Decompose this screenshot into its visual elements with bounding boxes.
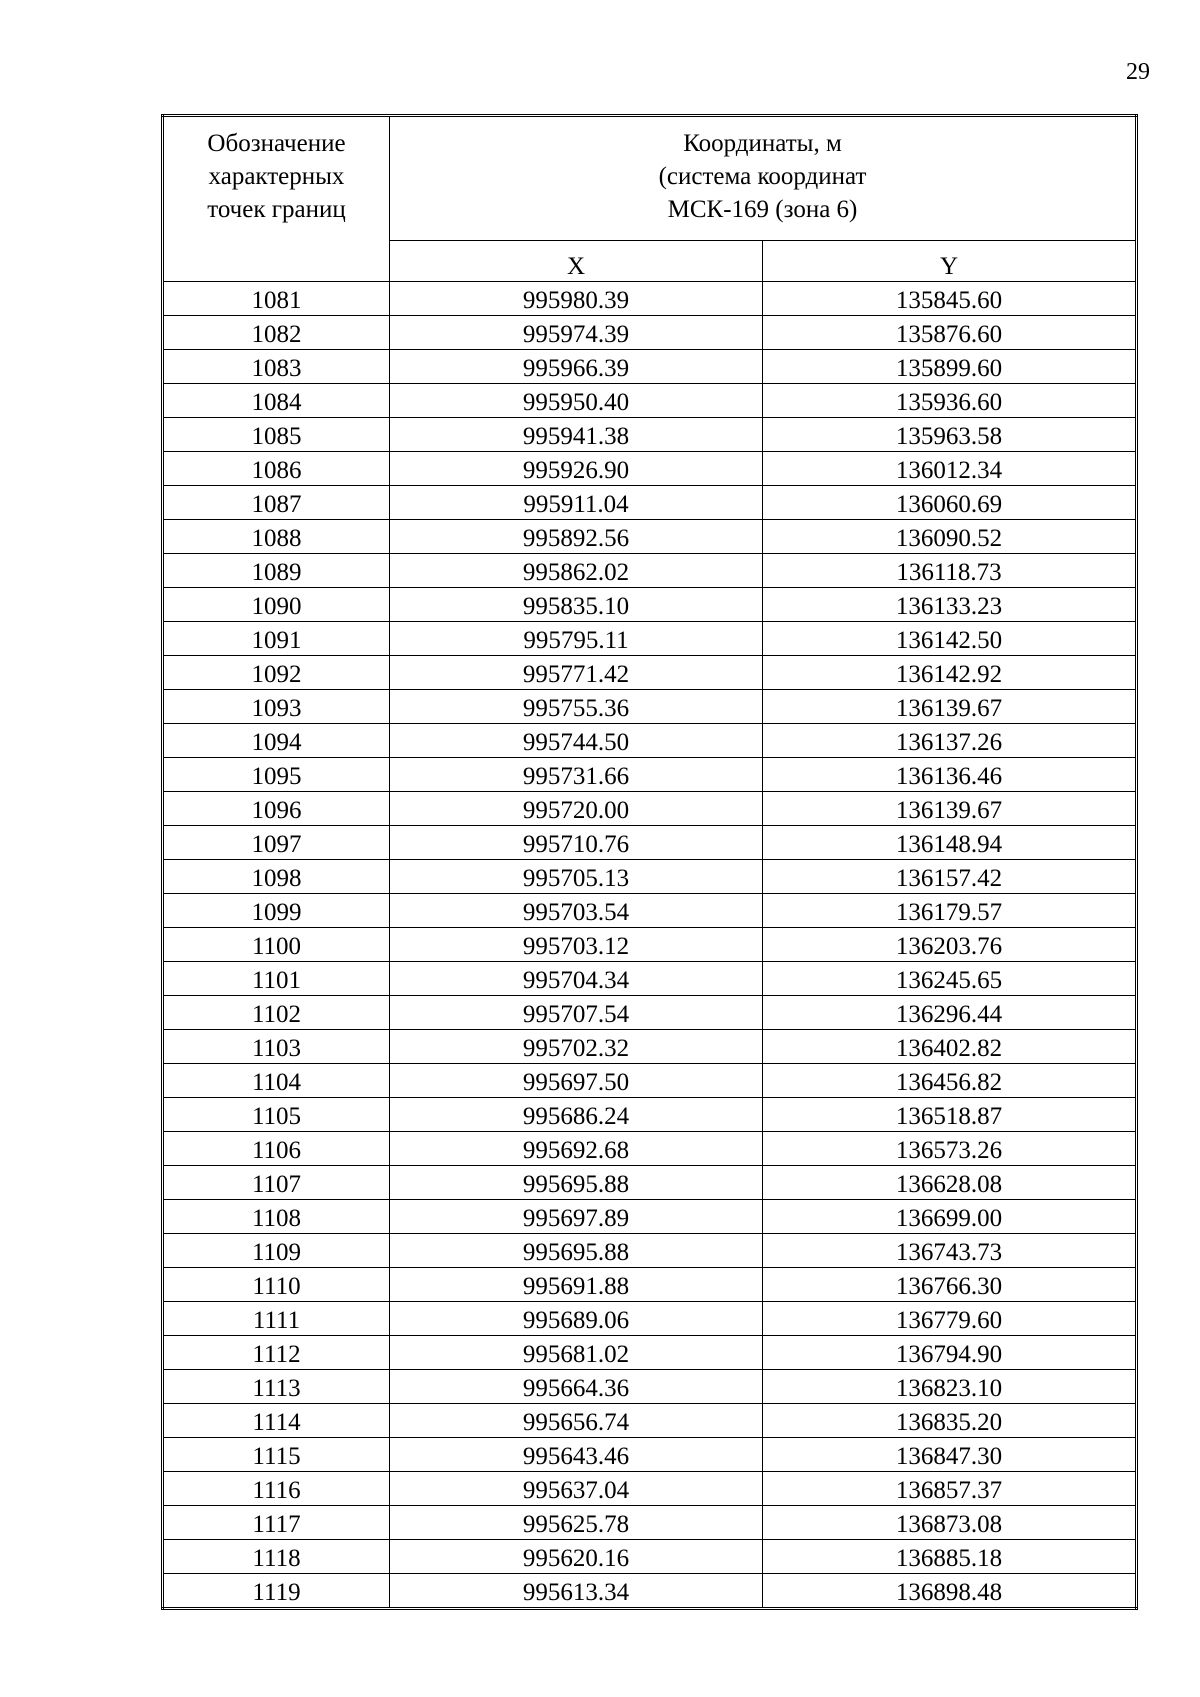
x-cell: 995664.36 — [390, 1370, 763, 1404]
x-cell: 995835.10 — [390, 588, 763, 622]
point-cell: 1107 — [163, 1166, 390, 1200]
table-row — [163, 1234, 1137, 1268]
point-cell: 1108 — [163, 1200, 390, 1234]
y-cell: 136823.10 — [763, 1370, 1137, 1404]
x-cell: 995681.02 — [390, 1336, 763, 1370]
x-cell: 995613.34 — [390, 1574, 763, 1609]
table-row — [163, 554, 1137, 588]
point-cell: 1091 — [163, 622, 390, 656]
y-cell: 136245.65 — [763, 962, 1137, 996]
table-row — [163, 996, 1137, 1030]
x-cell: 995950.40 — [390, 384, 763, 418]
x-cell: 995703.54 — [390, 894, 763, 928]
y-cell: 136296.44 — [763, 996, 1137, 1030]
x-cell: 995695.88 — [390, 1166, 763, 1200]
y-cell: 136118.73 — [763, 554, 1137, 588]
point-cell: 1105 — [163, 1098, 390, 1132]
x-cell: 995625.78 — [390, 1506, 763, 1540]
x-cell: 995892.56 — [390, 520, 763, 554]
x-cell: 995620.16 — [390, 1540, 763, 1574]
y-cell: 136779.60 — [763, 1302, 1137, 1336]
table-row — [163, 384, 1137, 418]
x-cell: 995643.46 — [390, 1438, 763, 1472]
x-cell: 995637.04 — [390, 1472, 763, 1506]
coords-header-line: МСК-169 (зона 6) — [667, 196, 858, 223]
table-row — [163, 520, 1137, 554]
table-row — [163, 1404, 1137, 1438]
point-cell: 1106 — [163, 1132, 390, 1166]
point-cell: 1082 — [163, 316, 390, 350]
y-cell: 136133.23 — [763, 588, 1137, 622]
point-cell: 1093 — [163, 690, 390, 724]
point-cell: 1085 — [163, 418, 390, 452]
x-cell: 995720.00 — [390, 792, 763, 826]
x-cell: 995710.76 — [390, 826, 763, 860]
y-cell: 136766.30 — [763, 1268, 1137, 1302]
y-cell: 136873.08 — [763, 1506, 1137, 1540]
x-cell: 995911.04 — [390, 486, 763, 520]
point-cell: 1112 — [163, 1336, 390, 1370]
x-cell: 995707.54 — [390, 996, 763, 1030]
x-cell: 995926.90 — [390, 452, 763, 486]
y-cell: 136179.57 — [763, 894, 1137, 928]
table-row — [163, 452, 1137, 486]
table-row — [163, 316, 1137, 350]
x-column-header: X — [390, 241, 763, 282]
x-cell: 995697.89 — [390, 1200, 763, 1234]
point-cell: 1096 — [163, 792, 390, 826]
point-header-line: Обозначение — [207, 130, 346, 157]
y-cell: 136012.34 — [763, 452, 1137, 486]
point-cell: 1115 — [163, 1438, 390, 1472]
point-cell: 1100 — [163, 928, 390, 962]
point-cell: 1084 — [163, 384, 390, 418]
y-cell: 136139.67 — [763, 690, 1137, 724]
point-cell: 1092 — [163, 656, 390, 690]
coordinates-header — [390, 116, 1137, 241]
table-row — [163, 690, 1137, 724]
y-cell: 136139.67 — [763, 792, 1137, 826]
table-row — [163, 1064, 1137, 1098]
table-row — [163, 656, 1137, 690]
y-cell: 136699.00 — [763, 1200, 1137, 1234]
y-column-header: Y — [763, 241, 1137, 282]
table-row — [163, 1132, 1137, 1166]
table-row — [163, 1336, 1137, 1370]
x-cell: 995974.39 — [390, 316, 763, 350]
coordinates-table — [161, 114, 1138, 1610]
y-cell: 136518.87 — [763, 1098, 1137, 1132]
x-cell: 995744.50 — [390, 724, 763, 758]
point-cell: 1102 — [163, 996, 390, 1030]
point-cell: 1083 — [163, 350, 390, 384]
point-cell: 1090 — [163, 588, 390, 622]
y-cell: 136142.50 — [763, 622, 1137, 656]
table-row — [163, 1200, 1137, 1234]
table-header — [163, 116, 1137, 282]
point-cell: 1099 — [163, 894, 390, 928]
y-cell: 136060.69 — [763, 486, 1137, 520]
point-cell: 1103 — [163, 1030, 390, 1064]
point-cell: 1116 — [163, 1472, 390, 1506]
point-cell: 1118 — [163, 1540, 390, 1574]
y-cell: 136142.92 — [763, 656, 1137, 690]
x-cell: 995704.34 — [390, 962, 763, 996]
table-body — [163, 282, 1137, 1609]
y-cell: 136402.82 — [763, 1030, 1137, 1064]
x-cell: 995691.88 — [390, 1268, 763, 1302]
x-cell: 995703.12 — [390, 928, 763, 962]
point-cell: 1113 — [163, 1370, 390, 1404]
table-row — [163, 894, 1137, 928]
y-cell: 136090.52 — [763, 520, 1137, 554]
point-cell: 1098 — [163, 860, 390, 894]
table-row — [163, 418, 1137, 452]
table-row — [163, 350, 1137, 384]
y-cell: 135899.60 — [763, 350, 1137, 384]
y-cell: 136743.73 — [763, 1234, 1137, 1268]
x-cell: 995702.32 — [390, 1030, 763, 1064]
x-cell: 995980.39 — [390, 282, 763, 316]
x-cell: 995795.11 — [390, 622, 763, 656]
table-row — [163, 282, 1137, 316]
x-cell: 995771.42 — [390, 656, 763, 690]
y-cell: 136847.30 — [763, 1438, 1137, 1472]
y-cell: 136628.08 — [763, 1166, 1137, 1200]
table-row — [163, 724, 1137, 758]
table-row — [163, 588, 1137, 622]
coords-header-line: Координаты, м — [683, 130, 842, 157]
x-cell: 995966.39 — [390, 350, 763, 384]
y-cell: 136794.90 — [763, 1336, 1137, 1370]
table-row — [163, 1166, 1137, 1200]
table-row — [163, 1098, 1137, 1132]
point-cell: 1104 — [163, 1064, 390, 1098]
y-cell: 136137.26 — [763, 724, 1137, 758]
y-cell: 136885.18 — [763, 1540, 1137, 1574]
x-cell: 995656.74 — [390, 1404, 763, 1438]
point-cell: 1095 — [163, 758, 390, 792]
table-row — [163, 1030, 1137, 1064]
x-cell: 995697.50 — [390, 1064, 763, 1098]
x-cell: 995862.02 — [390, 554, 763, 588]
y-cell: 136456.82 — [763, 1064, 1137, 1098]
y-cell: 136136.46 — [763, 758, 1137, 792]
y-cell: 135963.58 — [763, 418, 1137, 452]
point-cell: 1119 — [163, 1574, 390, 1609]
x-cell: 995689.06 — [390, 1302, 763, 1336]
point-designation-header — [163, 116, 390, 282]
table-row — [163, 792, 1137, 826]
point-cell: 1088 — [163, 520, 390, 554]
point-cell: 1087 — [163, 486, 390, 520]
x-cell: 995731.66 — [390, 758, 763, 792]
point-cell: 1089 — [163, 554, 390, 588]
point-cell: 1081 — [163, 282, 390, 316]
point-cell: 1094 — [163, 724, 390, 758]
point-cell: 1086 — [163, 452, 390, 486]
x-cell: 995695.88 — [390, 1234, 763, 1268]
table-row — [163, 1370, 1137, 1404]
y-cell: 136573.26 — [763, 1132, 1137, 1166]
table-row — [163, 826, 1137, 860]
y-cell: 136148.94 — [763, 826, 1137, 860]
table-row — [163, 962, 1137, 996]
table-row — [163, 1506, 1137, 1540]
point-cell: 1101 — [163, 962, 390, 996]
x-cell: 995755.36 — [390, 690, 763, 724]
point-cell: 1109 — [163, 1234, 390, 1268]
x-cell: 995941.38 — [390, 418, 763, 452]
table-row — [163, 758, 1137, 792]
table-row — [163, 1302, 1137, 1336]
y-cell: 136203.76 — [763, 928, 1137, 962]
point-header-line: точек границ — [207, 196, 346, 223]
coords-header-line: (система координат — [658, 163, 867, 190]
x-cell: 995692.68 — [390, 1132, 763, 1166]
point-cell: 1117 — [163, 1506, 390, 1540]
table-row — [163, 928, 1137, 962]
y-cell: 136835.20 — [763, 1404, 1137, 1438]
point-cell: 1114 — [163, 1404, 390, 1438]
table-row — [163, 860, 1137, 894]
point-cell: 1097 — [163, 826, 390, 860]
x-cell: 995686.24 — [390, 1098, 763, 1132]
table-row — [163, 622, 1137, 656]
y-cell: 136157.42 — [763, 860, 1137, 894]
point-header-line: характерных — [208, 163, 345, 190]
table-row — [163, 1268, 1137, 1302]
point-cell: 1110 — [163, 1268, 390, 1302]
table-row — [163, 1574, 1137, 1609]
y-cell: 135845.60 — [763, 282, 1137, 316]
table-row — [163, 1472, 1137, 1506]
y-cell: 136857.37 — [763, 1472, 1137, 1506]
y-cell: 135876.60 — [763, 316, 1137, 350]
y-cell: 136898.48 — [763, 1574, 1137, 1609]
table-row — [163, 1438, 1137, 1472]
point-cell: 1111 — [163, 1302, 390, 1336]
page-number: 29 — [1126, 59, 1150, 85]
x-cell: 995705.13 — [390, 860, 763, 894]
table-row — [163, 486, 1137, 520]
y-cell: 135936.60 — [763, 384, 1137, 418]
table-row — [163, 1540, 1137, 1574]
